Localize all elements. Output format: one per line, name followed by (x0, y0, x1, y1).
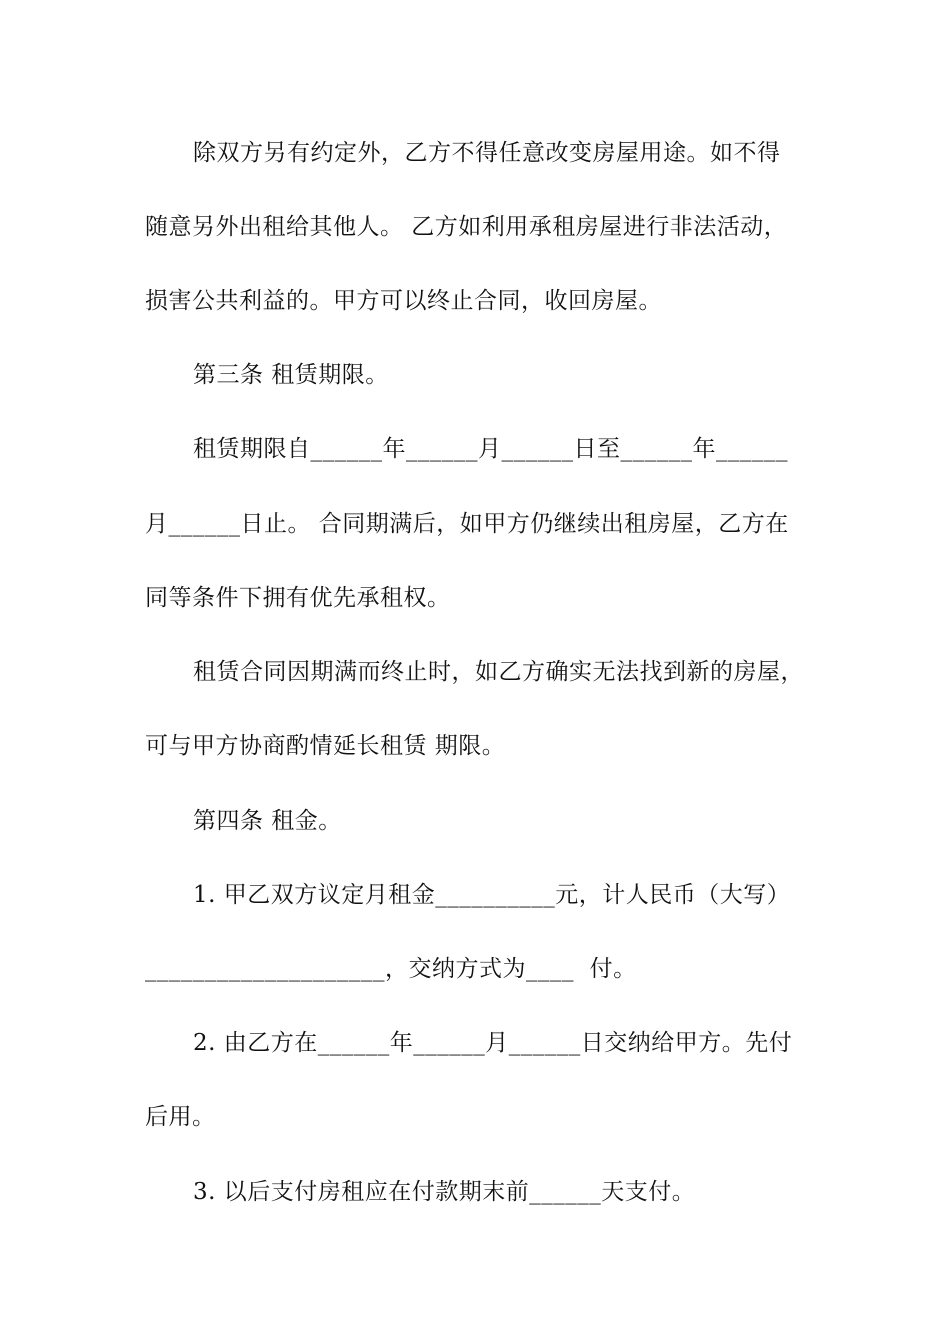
paragraph-line: 除双方另有约定外，乙方不得任意改变房屋用途。如不得 (193, 140, 781, 166)
section-heading: 第三条 租赁期限。 (193, 362, 389, 388)
paragraph-line: 租赁期限自______年______月______日至______年______ (193, 436, 788, 462)
list-item: 1. 甲乙双方议定月租金__________元，计人民币（大写） (193, 882, 791, 908)
paragraph-line: 月______日止。 合同期满后，如甲方仍继续出租房屋，乙方在 (145, 511, 789, 537)
paragraph-line: 损害公共利益的。甲方可以终止合同，收回房屋。 (145, 288, 662, 314)
list-item: 2. 由乙方在______年______月______日交纳给甲方。先付 (193, 1030, 793, 1056)
list-item: 3. 以后支付房租应在付款期末前______天支付。 (193, 1179, 696, 1205)
paragraph-line: 同等条件下拥有优先承租权。 (145, 585, 451, 611)
paragraph-line: 租赁合同因期满而终止时，如乙方确实无法找到新的房屋， (193, 659, 804, 685)
paragraph-line: 可与甲方协商酌情延长租赁 期限。 (145, 733, 506, 759)
paragraph-line: 随意另外出租给其他人。 乙方如利用承租房屋进行非法活动， (145, 214, 788, 240)
paragraph-line: ____________________，交纳方式为____ 付。 (145, 956, 637, 982)
paragraph-line: 后用。 (145, 1104, 216, 1130)
section-heading: 第四条 租金。 (193, 808, 342, 834)
